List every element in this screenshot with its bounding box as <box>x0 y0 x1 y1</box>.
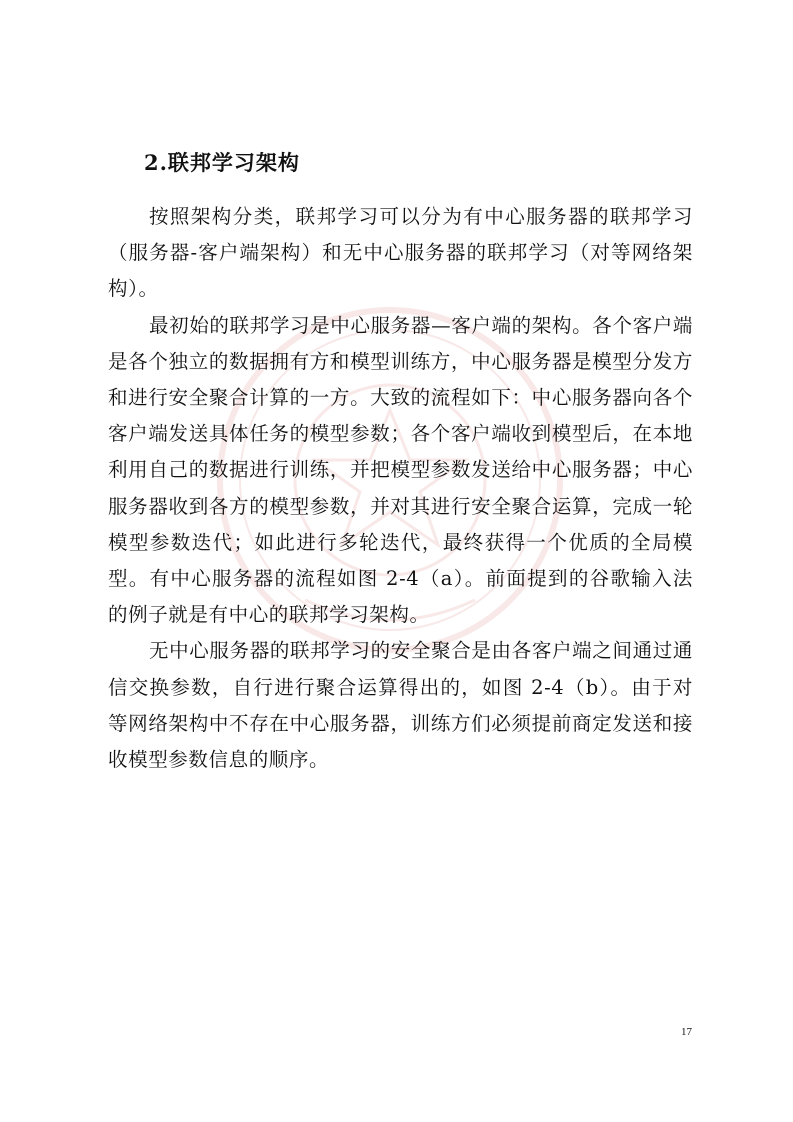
paragraph-central-server-architecture: 最初始的联邦学习是中心服务器—客户端的架构。各个客户端是各个独立的数据拥有方和模型训练方，中心服务器是模型分发方和进行安全聚合计算的一方。大致的流程如下：中心服务器向各个客户端发送具体任务的模型参数；各个客户端收到模型后，在本地利用自己的数据进行训练，并把模型参数发送给中心服务器；中心服务器收到各方的模型参数，并对其进行安全聚合运算，完成一轮模型参数迭代；如此进行多轮迭代，最终获得一个优质的全局模型。有中心服务器的流程如图 2-4（a）。前面提到的谷歌输入法的例子就是有中心的联邦学习架构。 <box>108 313 693 627</box>
page-number: 17 <box>681 1026 692 1038</box>
paragraph-architecture-classification: 按照架构分类，联邦学习可以分为有中心服务器的联邦学习（服务器-客户端架构）和无中心服务器的联邦学习（对等网络架构）。 <box>108 205 693 301</box>
section-heading: 2.联邦学习架构 <box>144 150 300 175</box>
paragraph-peer-to-peer-architecture: 无中心服务器的联邦学习的安全聚合是由各客户端之间通过通信交换参数，自行进行聚合运算得出的，如图 2-4（b）。由于对等网络架构中不存在中心服务器，训练方们必须提前商定发送和接收模型参数信息的顺序。 <box>108 639 693 772</box>
document-body <box>108 145 693 778</box>
